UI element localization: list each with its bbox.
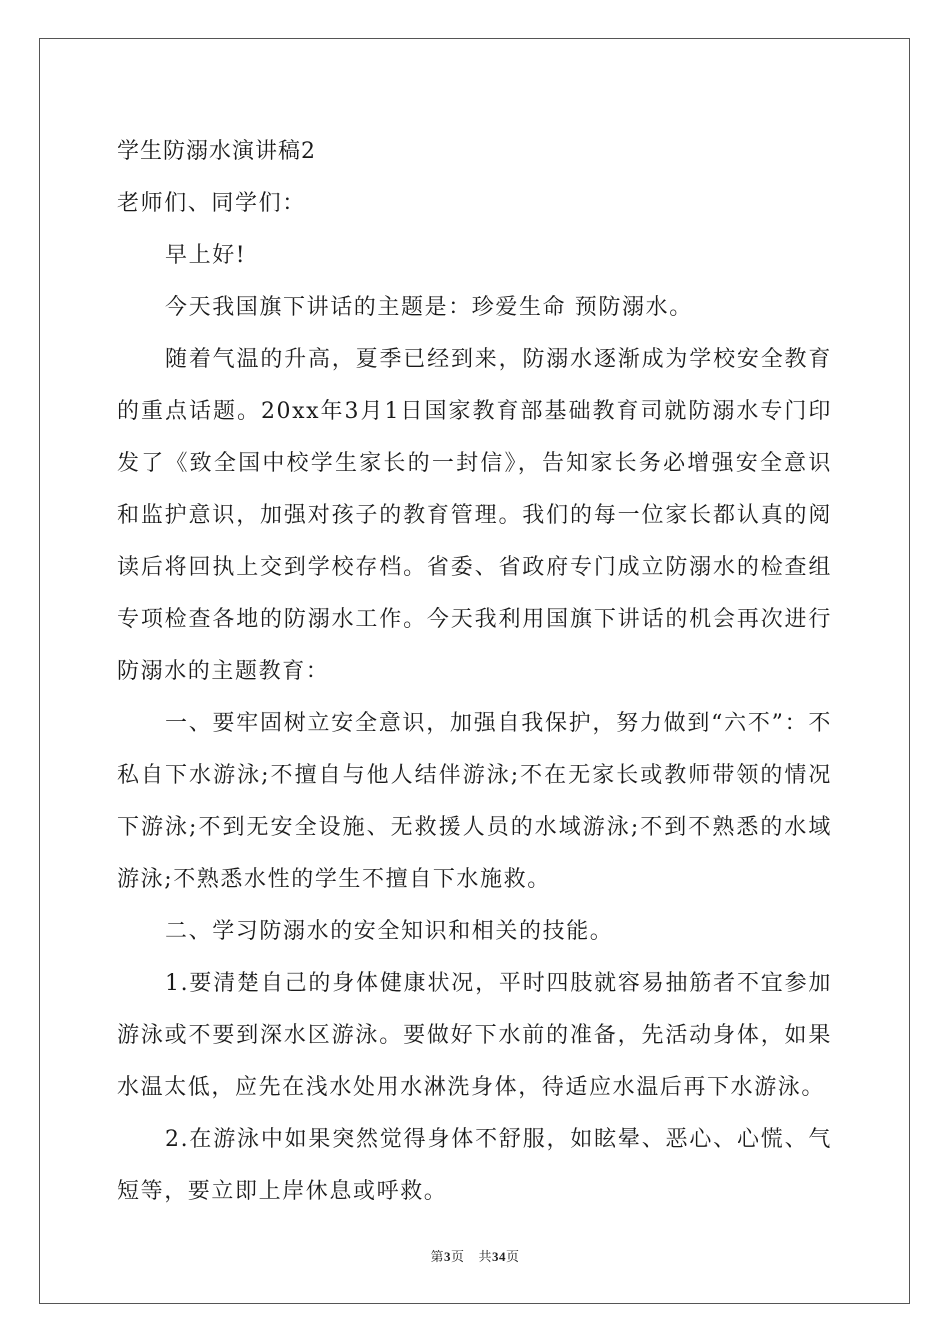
total-suffix: 页 [506,1249,520,1264]
paragraph-background: 随着气温的升高，夏季已经到来，防溺水逐渐成为学校安全教育的重点话题。20xx年3月1日国家教育部基础教育司就防溺水专门印发了《致全国中校学生家长的一封信》，告知家长务必增强安全意识和监护意识，加强对孩子的教育管理。我们的每一位家长都认真的阅读后将回执上交到学校存档。省委、省政府专门成立防溺水的检查组专项检查各地的防溺水工作。今天我利用国旗下讲话的机会再次进行防溺水的主题教育： [117,347,832,684]
paragraph-item-1: 1.要清楚自己的身体健康状况，平时四肢就容易抽筋者不宜参加游泳或不要到深水区游泳。要做好下水前的准备，先活动身体，如果水温太低，应先在浅水处用水淋洗身体，待适应水温后再下水游泳。 [117,971,832,1100]
paragraph-theme: 今天我国旗下讲话的主题是：珍爱生命 预防溺水。 [165,295,693,320]
greeting: 早上好! [165,243,247,268]
page-suffix: 页 [450,1249,465,1264]
page-number: 3 [443,1249,451,1264]
paragraph-point-one: 一、要牢固树立安全意识，加强自我保护，努力做到“六不”：不私自下水游泳;不擅自与他人结伴游泳;不在无家长或教师带领的情况下游泳;不到无安全设施、无救援人员的水域游泳;不到不熟悉的水域游泳;不熟悉水性的学生不擅自下水施救。 [117,711,832,892]
salutation: 老师们、同学们： [117,191,306,216]
document-body [117,126,832,1218]
paragraph-item-2: 2.在游泳中如果突然觉得身体不舒服，如眩晕、恶心、心慌、气短等，要立即上岸休息或呼救。 [117,1127,832,1204]
paragraph-point-two: 二、学习防溺水的安全知识和相关的技能。 [165,919,614,944]
total-prefix: 共 [478,1249,493,1264]
total-pages: 34 [492,1249,507,1264]
page-footer [0,1246,950,1265]
document-title: 学生防溺水演讲稿2 [117,139,316,164]
page-prefix: 第 [430,1249,444,1264]
